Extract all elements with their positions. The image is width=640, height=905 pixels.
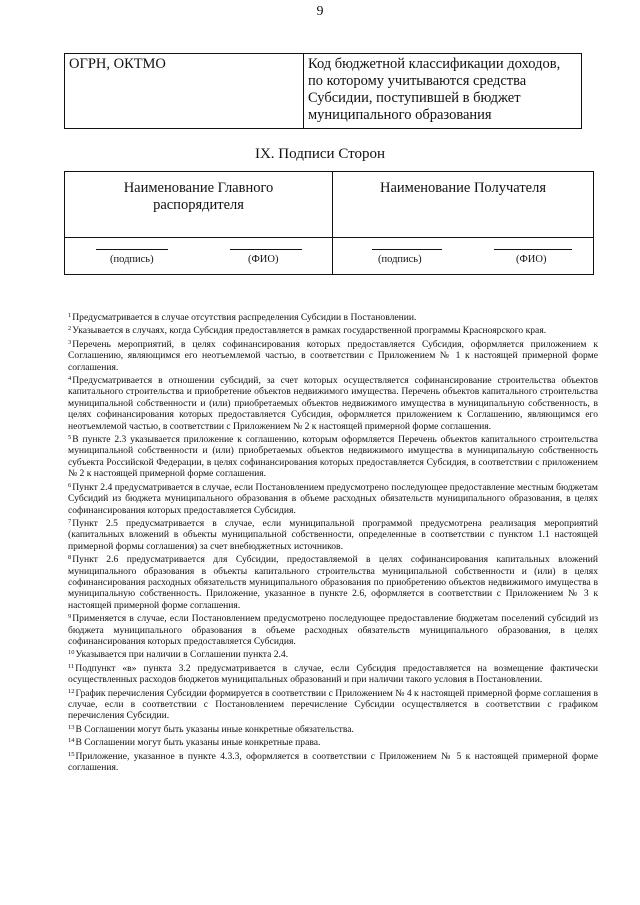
signatures-table bbox=[64, 171, 594, 275]
footnote-number: 12 bbox=[68, 687, 75, 695]
footnote-number: 4 bbox=[68, 375, 72, 383]
classification-code-table bbox=[64, 53, 582, 129]
grantor-signature-line bbox=[96, 249, 168, 250]
footnote-number: 13 bbox=[68, 723, 75, 731]
recipient-signature-label: (подпись) bbox=[378, 254, 422, 265]
footnote-text: В Соглашении могут быть указаны иные конкретные обязательства. bbox=[75, 723, 354, 735]
footnote bbox=[68, 310, 598, 323]
footnote-text: Пункт 2.5 предусматривается в случае, если муниципальной программой предусмотрена реализация мероприятий (капитальных вложений в объекты муниципальной собственности, определенные в соответствии с пунктом 1.1 настоящей примерной формы соглашения) за счет внебюджетных источников. bbox=[68, 517, 598, 552]
footnote-text: Пункт 2.4 предусматривается в случае, если Постановлением предусмотрено последующее предоставление местным бюджетам Субсидий из бюджета муниципального образования в объеме расходных обязательств муниципального образования, в целях софинансирования которых предоставляется Субсидия. bbox=[68, 481, 598, 516]
footnote-text: Приложение, указанное в пункте 4.3.3, оформляется в соответствии с Приложением № 5 к настоящей примерной форме соглашения. bbox=[68, 750, 598, 774]
footnote-number: 11 bbox=[68, 662, 75, 670]
footnote-text: Применяется в случае, если Постановлением предусмотрено последующее предоставление бюджетам поселений субсидий из бюджета муниципального образования в объеме расходных обязательств муниципального образования, в целях софинансирования которых предоставляется Субсидия. bbox=[68, 613, 598, 647]
footnote bbox=[68, 337, 598, 373]
footnote-text: В Соглашении могут быть указаны иные конкретные права. bbox=[75, 737, 321, 749]
recipient-signature-cell bbox=[333, 238, 594, 275]
table-row bbox=[65, 172, 594, 238]
footnote bbox=[68, 749, 598, 774]
footnote bbox=[68, 516, 598, 552]
recipient-heading-text: Наименование Получателя bbox=[379, 180, 546, 196]
footnote-text: Предусматривается в отношении субсидий, за счет которых осуществляется софинансирование строительства объектов капитального строительства и приобретение объектов недвижимого имущества. Перечень объектов капитального строительства муниципальной собственности и (или) приобретаемых объектов недвижимого имущества в муниципальную собственность, в целях софинансирования которых предоставляется Субсидия, оформляется приложением к Соглашению, являющимся его неотъемлемой частью, в соответствии с Приложением № 2 к настоящей примерной форме соглашения. bbox=[68, 375, 598, 432]
grantor-name-line bbox=[230, 249, 302, 250]
footnote-number: 1 bbox=[68, 312, 72, 319]
footnote bbox=[68, 373, 598, 432]
table-row bbox=[65, 54, 582, 129]
budget-code-cell: Код бюджетной классификации доходов, по которому учитываются средства Субсидии, поступившей в бюджет муниципального образования bbox=[304, 54, 582, 129]
grantor-signature-cell bbox=[65, 238, 333, 275]
footnote bbox=[68, 647, 598, 660]
footnotes bbox=[68, 310, 598, 773]
recipient-name-label: (ФИО) bbox=[516, 254, 547, 265]
table-row bbox=[65, 238, 594, 275]
footnote bbox=[68, 432, 598, 480]
footnote-number: 7 bbox=[68, 517, 72, 525]
footnote-number: 3 bbox=[68, 338, 72, 346]
footnote bbox=[68, 323, 598, 336]
footnote-text: Подпункт «в» пункта 3.2 предусматривается в случае, если Субсидия предоставляется на возмещение фактически осуществленных расходов бюджетов муниципальных образований и при наличии такого условия в Постановлении. bbox=[68, 662, 598, 686]
ogrn-oktmo-cell: ОГРН, ОКТМО bbox=[65, 54, 304, 129]
footnote-number: 6 bbox=[68, 481, 72, 489]
recipient-heading bbox=[333, 172, 594, 238]
page-number: 9 bbox=[316, 4, 324, 19]
footnote-text: В пункте 2.3 указывается приложение к соглашению, которым оформляется Перечень объектов капитального строительства муниципальной собственности и (или) приобретаемых объектов недвижимого имущества в муниципальную собственность субъекта Российской Федерации, в целях софинансирования которых предоставляется Субсидия, в соответствии с приложением № 2 к настоящей примерной форме соглашения. bbox=[68, 434, 598, 480]
footnote-text: Указывается при наличии в Соглашении пункта 2.4. bbox=[75, 649, 289, 661]
footnote-number: 2 bbox=[68, 325, 72, 333]
section-title: IX. Подписи Сторон bbox=[254, 146, 386, 162]
footnote-number: 5 bbox=[68, 434, 72, 442]
grantor-signature-block bbox=[66, 239, 331, 273]
footnote bbox=[68, 611, 598, 647]
recipient-signature-line bbox=[372, 249, 442, 250]
grantor-heading bbox=[65, 172, 333, 238]
footnote-text: Предусматривается в случае отсутствия распределения Субсидии в Постановлении. bbox=[72, 312, 417, 323]
footnote-text: Пункт 2.6 предусматривается для Субсидии, предоставляемой в целях софинансирования капитальных вложений муниципального образования в объекты капитального строительства муниципальной собственности и (или) в целях софинансирования расходных обязательств муниципального образования по приобретению объектов недвижимого имущества в муниципальную собственность. Приложение, указанное в пункте 2.6, оформляется в соответствии с Приложением № 3 к настоящей примерной форме соглашения. bbox=[68, 554, 598, 611]
footnote-number: 8 bbox=[68, 554, 72, 562]
footnote-text: Указывается в случаях, когда Субсидия предоставляется в рамках государственной программы Красноярского края. bbox=[72, 325, 547, 337]
recipient-name-line bbox=[494, 249, 572, 250]
footnote-number: 10 bbox=[68, 649, 75, 657]
recipient-signature-block bbox=[334, 239, 592, 273]
footnote-text: График перечисления Субсидии формируется в соответствии с Приложением № 4 к настоящей примерной форме соглашения в случае, если в соответствии с Постановлением перечисление Субсидии осуществляется в соответствии с графиком перечисления Субсидии. bbox=[68, 687, 598, 722]
grantor-signature-label: (подпись) bbox=[110, 254, 154, 265]
footnote-text: Перечень мероприятий, в целях софинансирования которых предоставляется Субсидия, оформляется приложением к Соглашению, являющимся его неотъемлемой частью, в соответствии с Приложением № 1 к настоящей примерной форме соглашения. bbox=[68, 338, 598, 373]
footnote bbox=[68, 552, 598, 611]
footnote-number: 9 bbox=[68, 613, 72, 621]
footnote-number: 14 bbox=[68, 737, 75, 745]
footnote bbox=[68, 480, 598, 516]
footnote bbox=[68, 686, 598, 722]
grantor-heading-text: Наименование Главного распорядителя bbox=[123, 180, 274, 213]
footnote bbox=[68, 661, 598, 686]
footnote bbox=[68, 735, 598, 748]
grantor-name-label: (ФИО) bbox=[248, 254, 279, 265]
footnote-number: 15 bbox=[68, 750, 75, 758]
footnote bbox=[68, 722, 598, 735]
